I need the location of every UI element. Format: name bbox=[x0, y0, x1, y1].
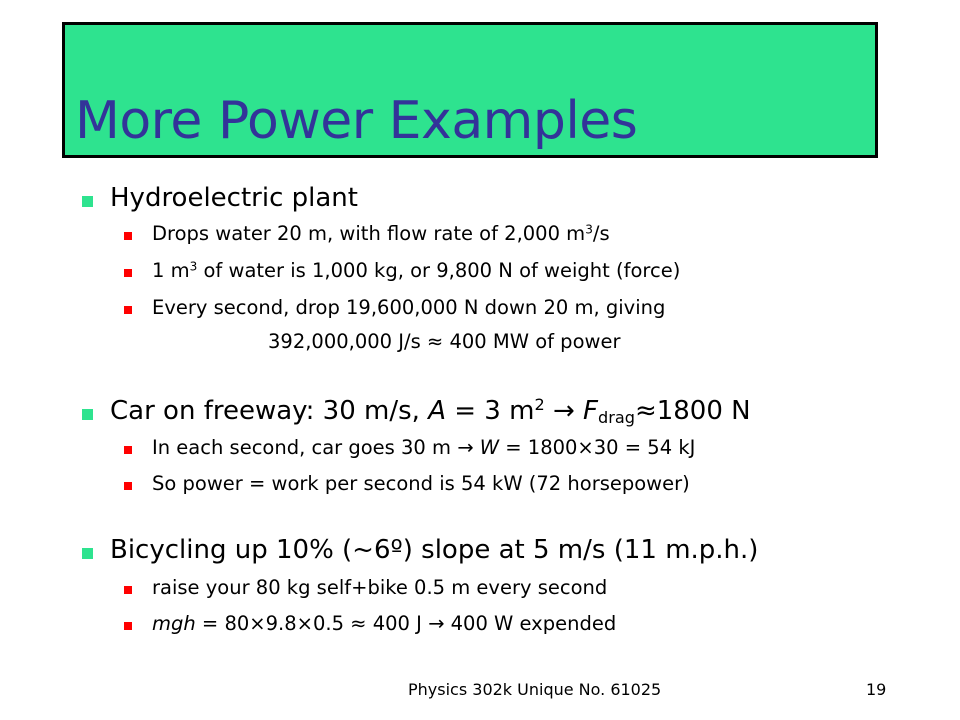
slide-title: More Power Examples bbox=[75, 91, 638, 151]
car-item-1: In each second, car goes 30 m → W = 1800×30 = 54 kJ bbox=[152, 436, 696, 459]
red-bullet-icon bbox=[124, 269, 132, 277]
bike-heading: Bicycling up 10% (~6º) slope at 5 m/s (11 m.p.h.) bbox=[110, 535, 759, 565]
car-item-2: So power = work per second is 54 kW (72 horsepower) bbox=[152, 472, 690, 495]
bike-item-1: raise your 80 kg self+bike 0.5 m every second bbox=[152, 576, 608, 599]
red-bullet-icon bbox=[124, 306, 132, 314]
bike-item-2: mgh = 80×9.8×0.5 ≈ 400 J → 400 W expended bbox=[152, 612, 617, 635]
page-number: 19 bbox=[866, 680, 887, 699]
red-bullet-icon bbox=[124, 586, 132, 594]
hydro-item-3: Every second, drop 19,600,000 N down 20 m, giving bbox=[152, 296, 666, 319]
hydro-heading: Hydroelectric plant bbox=[110, 183, 358, 213]
green-bullet-icon bbox=[82, 548, 93, 559]
car-heading: Car on freeway: 30 m/s, A = 3 $m^2 \to F_{drag}\approx 1800$ N bbox=[110, 395, 751, 428]
hydro-item-2: 1 $m^3$ of water is 1,000 kg, or 9,800 N of weight (force) bbox=[152, 259, 681, 282]
green-bullet-icon bbox=[82, 409, 93, 420]
hydro-item-1: Drops water 20 m, with flow rate of 2,000 $m^3/s$ bbox=[152, 222, 610, 245]
slide-footer: Physics 302k Unique No. 61025 bbox=[408, 680, 662, 699]
red-bullet-icon bbox=[124, 622, 132, 630]
red-bullet-icon bbox=[124, 446, 132, 454]
hydro-item-3-continuation: 392,000,000 J/s ≈ 400 MW of power bbox=[268, 330, 621, 353]
green-bullet-icon bbox=[82, 196, 93, 207]
red-bullet-icon bbox=[124, 232, 132, 240]
red-bullet-icon bbox=[124, 482, 132, 490]
